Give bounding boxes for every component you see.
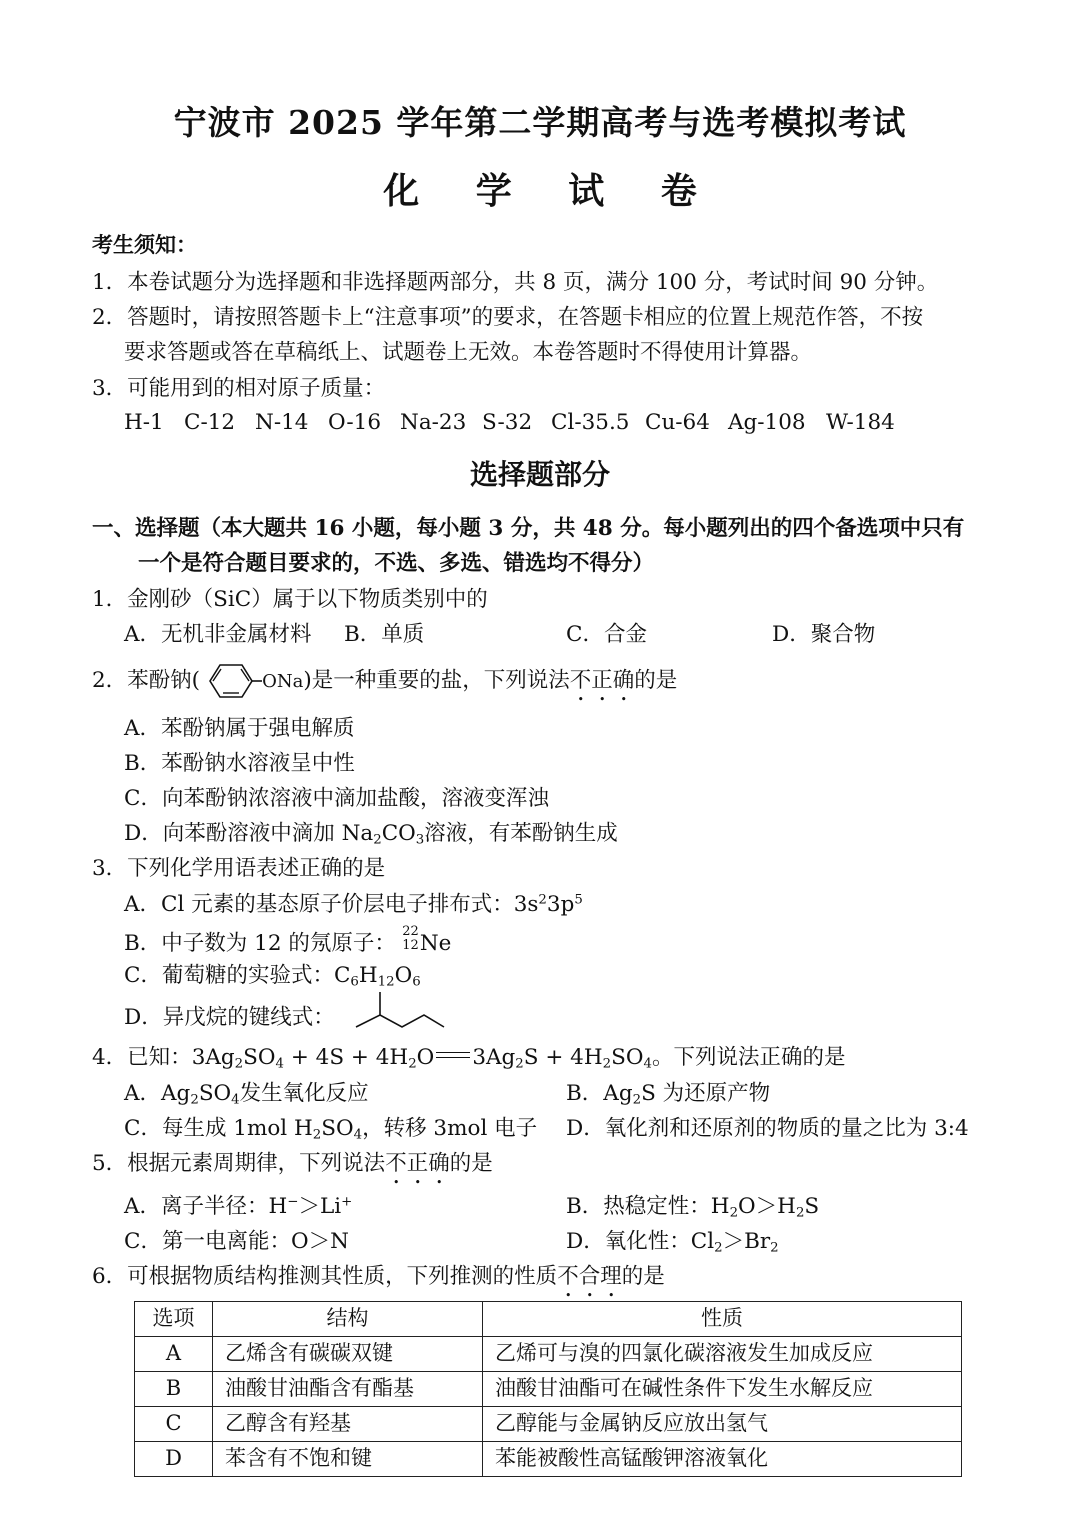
mass-na: Na-23 [400,410,467,435]
table-cell-property: 乙醇能与金属钠反应放出氢气 [483,1407,962,1442]
question-3-option-c [124,963,421,990]
question-6-table [134,1301,962,1477]
q4b: B．Ag [566,1081,633,1106]
q3b-text: B．中子数为 12 的氖原子： [124,931,396,956]
q2d-text: D．向苯酚溶液中滴加 Na [124,821,374,846]
q5b-sub: 2 [795,1205,805,1221]
section-instruction-1: 一、选择题（本大题共 16 小题，每小题 3 分，共 48 分。每小题列出的四个备选项中只有 [92,516,965,541]
question-5-stem [92,1151,493,1189]
question-2-option-d [124,821,618,848]
question-2-option-a: A．苯酚钠属于强电解质 [124,716,355,741]
q3c-text: C．葡萄糖的实验式：C [124,963,351,988]
notice-item-2-cont: 要求答题或答在草稿纸上、试题卷上无效。本卷答题时不得使用计算器。 [124,340,813,365]
q4c: C．每生成 1mol H [124,1116,313,1141]
eq-sub: 2 [515,1056,524,1072]
q4b-sub: 2 [632,1092,642,1108]
q3c-o: O [394,963,413,988]
q2d-text: 溶液，有苯酚钠生成 [424,821,618,846]
q5b: B．热稳定性：H [566,1194,730,1219]
question-3-option-b [124,924,452,957]
q3a-sup: 2 [538,892,547,908]
q4b: S 为还原产物 [641,1081,771,1106]
question-2-negation: 不正确 [569,668,635,693]
question-4-stem [92,1045,845,1072]
question-5-option-a [124,1194,352,1220]
table-row [135,1337,962,1372]
q2d-sub: 2 [373,832,382,848]
q3c-sub: 6 [412,974,421,990]
section-instruction-2: 一个是符合题目要求的，不选、多选、错选均不得分） [138,551,655,576]
eq-part: O [416,1045,435,1070]
q3c-sub: 12 [377,974,395,990]
equals-sign-icon [434,1051,472,1061]
eq-sub: 2 [602,1056,612,1072]
mass-h: H-1 [124,410,164,435]
question-2-stem [92,662,677,706]
q5b: S [804,1194,820,1219]
notice-item-2: 2．答题时，请按照答题卡上“注意事项”的要求，在答题卡相应的位置上规范作答，不按 [92,305,924,330]
mass-s: S-32 [482,410,533,435]
q5d-sub: 2 [714,1240,723,1256]
q2d-co: CO [381,821,416,846]
table-row [135,1372,962,1407]
q6-pre: 6．可根据物质结构推测其性质，下列推测的性质 [92,1264,558,1289]
q4c: ，转移 3mol 电子 [362,1116,538,1141]
eq-part: 3Ag [191,1045,235,1070]
eq-part: S + 4H [523,1045,603,1070]
equation-rhs [472,1045,652,1070]
mass-number: 22 [402,924,419,939]
q4c: SO [321,1116,354,1141]
q5b: O＞H [738,1194,796,1219]
q4a: SO [198,1081,232,1106]
table-header-property: 性质 [483,1302,962,1337]
q4-label: 4．已知： [92,1045,192,1070]
question-1-option-a: A．无机非金属材料 [124,622,312,647]
q4a: 发生氧化反应 [239,1081,369,1106]
question-4-option-d: D．氧化剂和还原剂的物质的量之比为 3:4 [566,1116,969,1141]
eq-part: SO [243,1045,276,1070]
q3c-h: H [358,963,378,988]
atomic-number: 12 [402,938,419,953]
question-1-option-d: D．聚合物 [772,622,876,647]
q4a-sub: 4 [231,1092,240,1108]
table-cell-option: D [135,1442,213,1477]
question-2-stem-end: 的是 [634,668,678,693]
q3d-text: D．异戊烷的键线式： [124,1005,335,1030]
question-2-ona: ONa [262,671,304,692]
table-cell-structure: 乙醇含有羟基 [213,1407,483,1442]
question-1-option-c: C．合金 [566,622,647,647]
isopentane-skeletal-formula-icon [354,990,446,1034]
section-title: 选择题部分 [469,458,610,491]
eq-sub: 2 [408,1056,417,1072]
question-2-option-c: C．向苯酚钠浓溶液中滴加盐酸，溶液变浑浊 [124,786,549,811]
q5-pre: 5．根据元素周期律，下列说法 [92,1151,386,1176]
q5b-sub: 2 [729,1205,739,1221]
notice-heading: 考生须知： [92,232,197,257]
mass-n: N-14 [255,410,309,435]
question-2-stem-post: )是一种重要的盐，下列说法 [303,668,570,693]
question-1-stem: 1．金刚砂（SiC）属于以下物质类别中的 [92,587,488,612]
table-header-option: 选项 [135,1302,213,1337]
notice-item-3: 3．可能用到的相对原子质量： [92,376,386,401]
question-5-negation: 不正确 [385,1151,450,1176]
table-cell-option: B [135,1372,213,1407]
table-cell-option: C [135,1407,213,1442]
q4c-sub: 2 [312,1127,322,1143]
q5a: A．离子半径：H [124,1194,288,1219]
table-row [135,1407,962,1442]
mass-w: W-184 [826,410,895,435]
q4c-sub: 4 [353,1127,363,1143]
question-3-stem: 3．下列化学用语表述正确的是 [92,856,386,881]
question-2-stem-pre: 2．苯酚钠( [92,668,201,693]
eq-part: SO [611,1045,644,1070]
q4a: A．Ag [124,1081,191,1106]
table-cell-property: 苯能被酸性高锰酸钾溶液氧化 [483,1442,962,1477]
eq-sub: 4 [275,1056,284,1072]
element-symbol: Ne [419,931,452,956]
mass-ag: Ag-108 [728,410,806,435]
paper-subject-title: 化 学 试 卷 [383,170,719,212]
q5a-sup: + [341,1194,353,1210]
question-1-option-b: B．单质 [344,622,425,647]
question-6-negation: 不合理 [557,1264,622,1289]
question-5-option-c: C．第一电离能：O＞N [124,1229,349,1254]
table-cell-property: 乙烯可与溴的四氯化碳溶液发生加成反应 [483,1337,962,1372]
eq-sub: 2 [234,1056,244,1072]
q4a-sub: 2 [190,1092,199,1108]
table-cell-property: 油酸甘油酯可在碱性条件下发生水解反应 [483,1372,962,1407]
question-3-option-a [124,892,583,918]
question-3-option-d [124,1005,335,1031]
q3a-sup: 5 [574,892,583,908]
eq-part: 3Ag [472,1045,516,1070]
question-4-option-a [124,1081,369,1108]
question-5-option-b [566,1194,819,1221]
mass-c: C-12 [184,410,236,435]
mass-o: O-16 [328,410,382,435]
q3a-text: A．Cl 元素的基态原子价层电子排布式：3s [124,892,539,917]
question-5-option-d [566,1229,779,1256]
mass-cu: Cu-64 [645,410,710,435]
table-row [135,1442,962,1477]
q3c-sub: 6 [350,974,359,990]
exam-title: 宁波市 2025 学年第二学期高考与选考模拟考试 [173,103,907,142]
q5-end: 的是 [449,1151,493,1176]
table-cell-option: A [135,1337,213,1372]
table-header-row [135,1302,962,1337]
benzene-ring-icon [200,662,262,700]
q5d-sub: 2 [770,1240,779,1256]
q5a: ＞Li [298,1194,342,1219]
q6-end: 的是 [621,1264,665,1289]
question-4-option-c [124,1116,537,1143]
table-cell-structure: 苯含有不饱和键 [213,1442,483,1477]
q4-tail: 。下列说法正确的是 [651,1045,846,1070]
mass-cl: Cl-35.5 [551,410,630,435]
equation-lhs [192,1045,435,1070]
table-cell-structure: 乙烯含有碳碳双键 [213,1337,483,1372]
q5a-sup: − [287,1194,299,1210]
question-6-stem [92,1264,665,1302]
notice-item-1: 1．本卷试题分为选择题和非选择题两部分，共 8 页，满分 100 分，考试时间 90 分钟。 [92,270,939,295]
table-header-structure: 结构 [213,1302,483,1337]
eq-part: + 4S + 4H [283,1045,409,1070]
question-4-option-b [566,1081,770,1108]
eq-sub: 4 [643,1056,652,1072]
q5d: D．氧化性：Cl [566,1229,715,1254]
q3a-3p: 3p [546,892,575,917]
q2d-sub: 3 [415,832,425,848]
table-cell-structure: 油酸甘油酯含有酯基 [213,1372,483,1407]
q5d: ＞Br [722,1229,771,1254]
question-2-option-b: B．苯酚钠水溶液呈中性 [124,751,355,776]
nuclide-notation [396,924,420,954]
